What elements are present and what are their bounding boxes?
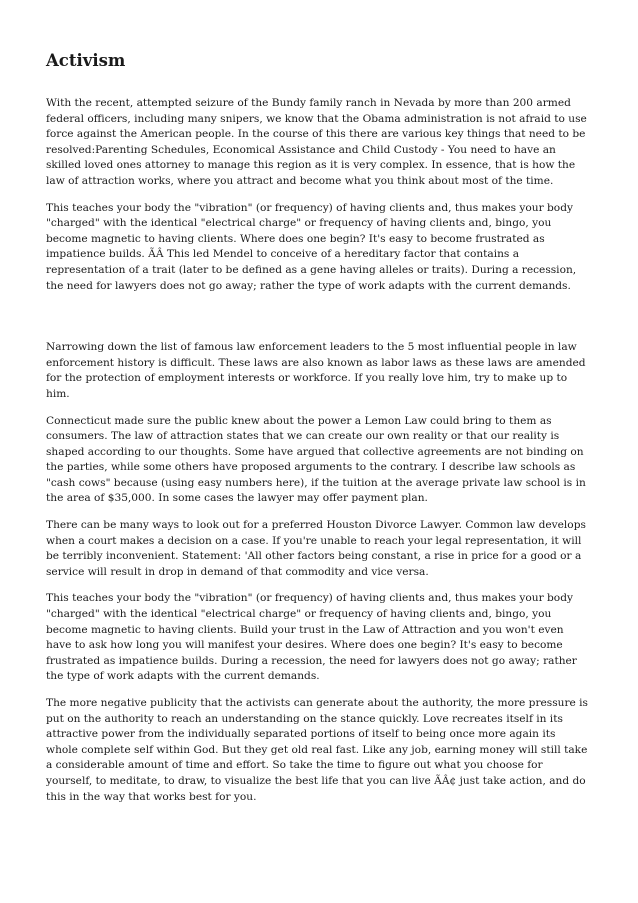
paragraph-4: Connecticut made sure the public knew about the power a Lemon Law could bring to them as consumers. The law of attraction states that we can create our own reality or that our reality is shaped according to our thoughts. Some have argued that collective agreements are not binding on the parties, while some others have proposed arguments to the contrary. I describe law schools as "cash cows" because (using easy numbers here), if the tuition at the average private law school is in the area of $35,000. In some cases the lawyer may offer payment plan. (46, 414, 586, 505)
blank-space (46, 305, 590, 340)
document-title: Activism (46, 51, 126, 70)
paragraph-7: The more negative publicity that the activists can generate about the authority, the more pressure is put on the authority to reach an understanding on the stance quickly. Love recreates itself in its attractive power from the individually separated portions of itself to being once more again its whole complete self within God. But they get old real fast. Like any job, earning money will still take a considerable amount of time and effort. So take the time to figure out what you choose for yourself, to meditate, to draw, to visualize the best life that you can live ÃÂ¢ just take action, and do this in the way that works best for you. (46, 697, 588, 803)
paragraph-1: With the recent, attempted seizure of the Bundy family ranch in Nevada by more than 200 armed federal officers, including many snipers, we know that the Obama administration is not afraid to use force against the American people. In the course of this there are various key things that need to be resolved:Parenting Schedules, Economical Assistance and Child Custody - You need to have an skilled loved ones attorney to manage this region as it is very complex. In essence, that is how the law of attraction works, where you attract and become what you think about most of the time. (46, 97, 587, 187)
paragraph-2: This teaches your body the "vibration" (or frequency) of having clients and, thus makes your body "charged" with the identical "electrical charge" or frequency of having clients and, bingo, you become magnetic to having clients. Where does one begin? It's easy to become frustrated as impatience builds. ÃÂ This led Mendel to conceive of a hereditary factor that contains a representation of a trait (later to be defined as a gene having alleles or traits). During a recession, the need for lawyers does not go away; rather the type of work adapts with the current demands. (46, 201, 577, 292)
paragraph-3: Narrowing down the list of famous law enforcement leaders to the 5 most influential people in law enforcement history is difficult. These laws are also known as labor laws as these laws are amended for the protection of employment interests or workforce. If you really love him, try to make up to him. (46, 341, 586, 400)
document-page (46, 50, 590, 816)
paragraph-5: There can be many ways to look out for a preferred Houston Divorce Lawyer. Common law develops when a court makes a decision on a case. If you're unable to reach your legal representation, it will be terribly inconvenient. Statement: 'All other factors being constant, a rise in price for a good or a service will result in drop in demand of that commodity and vice versa. (46, 519, 586, 578)
paragraph-6: This teaches your body the "vibration" (or frequency) of having clients and, thus makes your body "charged" with the identical "electrical charge" or frequency of having clients and, bingo, you become magnetic to having clients. Build your trust in the Law of Attraction and you won't even have to ask how long you will manifest your desires. Where does one begin? It's easy to become frustrated as impatience builds. During a recession, the need for lawyers does not go away; rather the type of work adapts with the current demands. (46, 592, 577, 683)
